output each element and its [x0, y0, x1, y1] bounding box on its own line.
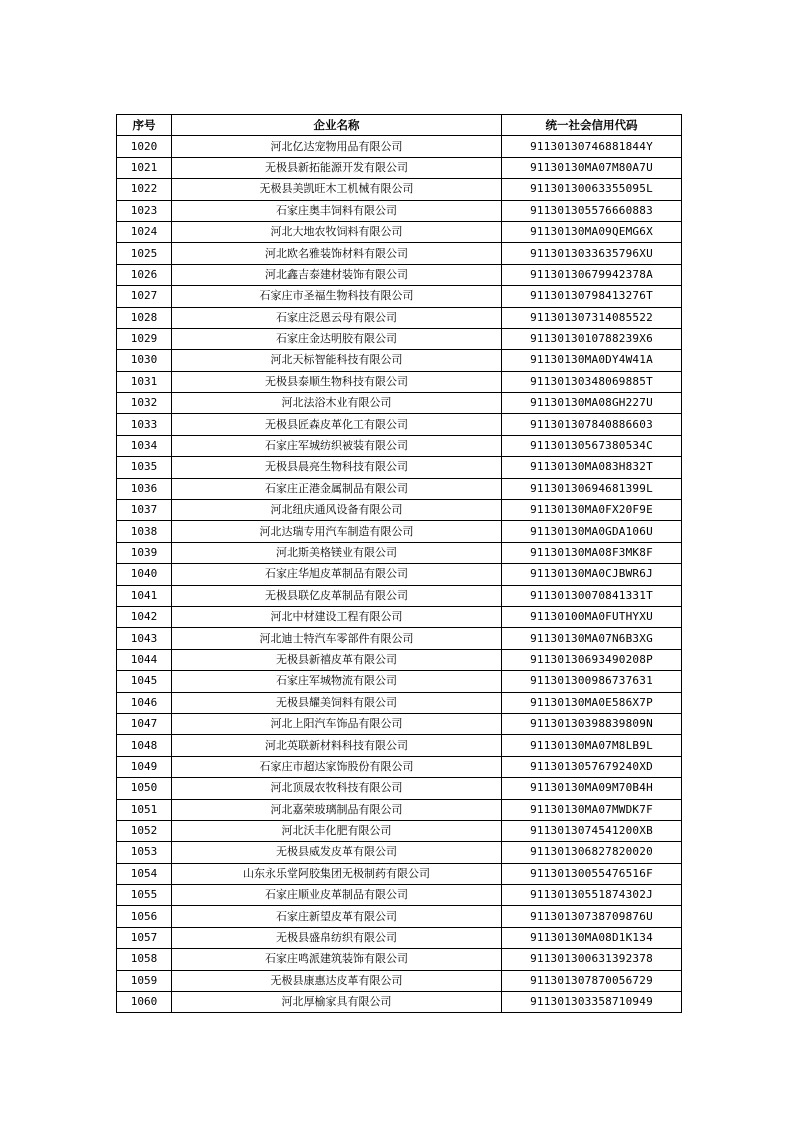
cell-seq: 1050: [117, 778, 172, 799]
table-row: [117, 179, 682, 200]
table-row: [117, 970, 682, 991]
cell-credit-code: 911301306827820020: [502, 842, 682, 863]
cell-enterprise-name: 河北天标智能科技有限公司: [172, 350, 502, 371]
cell-credit-code: 91130130MA0FX20F9E: [502, 500, 682, 521]
cell-seq: 1057: [117, 927, 172, 948]
cell-seq: 1047: [117, 713, 172, 734]
cell-credit-code: 91130130MA08F3MK8F: [502, 542, 682, 563]
cell-seq: 1034: [117, 435, 172, 456]
cell-enterprise-name: 无极县新禧皮革有限公司: [172, 649, 502, 670]
cell-credit-code: 91130130348069885T: [502, 371, 682, 392]
cell-seq: 1024: [117, 221, 172, 242]
table-row: [117, 649, 682, 670]
cell-seq: 1029: [117, 328, 172, 349]
table-row: [117, 671, 682, 692]
cell-credit-code: 91130130567380534C: [502, 435, 682, 456]
cell-enterprise-name: 石家庄市超达家饰股份有限公司: [172, 756, 502, 777]
cell-enterprise-name: 无极县泰顺生物科技有限公司: [172, 371, 502, 392]
cell-seq: 1054: [117, 863, 172, 884]
cell-credit-code: 91130130738709876U: [502, 906, 682, 927]
cell-enterprise-name: 石家庄军城物流有限公司: [172, 671, 502, 692]
cell-credit-code: 911301307314085522: [502, 307, 682, 328]
cell-seq: 1058: [117, 949, 172, 970]
table-row: [117, 136, 682, 157]
cell-enterprise-name: 无极县联亿皮革制品有限公司: [172, 585, 502, 606]
cell-enterprise-name: 无极县威发皮革有限公司: [172, 842, 502, 863]
cell-credit-code: 91130130MA08D1K134: [502, 927, 682, 948]
cell-credit-code: 911301305576660883: [502, 200, 682, 221]
table-row: [117, 393, 682, 414]
enterprise-table: [116, 114, 682, 1013]
cell-seq: 1039: [117, 542, 172, 563]
cell-credit-code: 9113013074541200XB: [502, 820, 682, 841]
cell-seq: 1053: [117, 842, 172, 863]
table-row: [117, 585, 682, 606]
cell-enterprise-name: 山东永乐堂阿胶集团无极制药有限公司: [172, 863, 502, 884]
table-row: [117, 692, 682, 713]
table-row: [117, 478, 682, 499]
table-row: [117, 307, 682, 328]
cell-enterprise-name: 河北鑫吉泰建材装饰有限公司: [172, 264, 502, 285]
cell-enterprise-name: 无极县盛帛纺织有限公司: [172, 927, 502, 948]
table-row: [117, 842, 682, 863]
cell-seq: 1060: [117, 992, 172, 1013]
table-row: [117, 863, 682, 884]
cell-credit-code: 91130130MA09QEMG6X: [502, 221, 682, 242]
cell-seq: 1044: [117, 649, 172, 670]
cell-credit-code: 91130100MA0FUTHYXU: [502, 606, 682, 627]
cell-enterprise-name: 河北中材建设工程有限公司: [172, 606, 502, 627]
cell-seq: 1045: [117, 671, 172, 692]
table-row: [117, 371, 682, 392]
table-body: [117, 136, 682, 1013]
cell-enterprise-name: 无极县晨亮生物科技有限公司: [172, 457, 502, 478]
table-row: [117, 799, 682, 820]
cell-seq: 1021: [117, 157, 172, 178]
cell-seq: 1036: [117, 478, 172, 499]
table-row: [117, 906, 682, 927]
table-row: [117, 500, 682, 521]
cell-enterprise-name: 石家庄泛恩云母有限公司: [172, 307, 502, 328]
cell-credit-code: 91130130MA0CJBWR6J: [502, 564, 682, 585]
cell-credit-code: 9113013010788239X6: [502, 328, 682, 349]
table-row: [117, 992, 682, 1013]
cell-credit-code: 911301300986737631: [502, 671, 682, 692]
cell-enterprise-name: 石家庄金达明胶有限公司: [172, 328, 502, 349]
table-row: [117, 820, 682, 841]
cell-enterprise-name: 河北嘉荣玻璃制品有限公司: [172, 799, 502, 820]
cell-enterprise-name: 河北斯美格镁业有限公司: [172, 542, 502, 563]
cell-credit-code: 91130130693490208P: [502, 649, 682, 670]
cell-seq: 1042: [117, 606, 172, 627]
cell-enterprise-name: 石家庄顺业皮革制品有限公司: [172, 885, 502, 906]
cell-enterprise-name: 河北纽庆通风设备有限公司: [172, 500, 502, 521]
table-row: [117, 778, 682, 799]
table-row: [117, 606, 682, 627]
cell-credit-code: 91130130055476516F: [502, 863, 682, 884]
cell-enterprise-name: 无极县美凯旺木工机械有限公司: [172, 179, 502, 200]
cell-seq: 1022: [117, 179, 172, 200]
table-row: [117, 628, 682, 649]
cell-seq: 1052: [117, 820, 172, 841]
cell-credit-code: 91130130MA09M70B4H: [502, 778, 682, 799]
cell-enterprise-name: 河北大地农牧饲料有限公司: [172, 221, 502, 242]
header-name: 企业名称: [172, 115, 502, 136]
header-row: [117, 115, 682, 136]
cell-seq: 1049: [117, 756, 172, 777]
cell-seq: 1028: [117, 307, 172, 328]
cell-seq: 1055: [117, 885, 172, 906]
cell-enterprise-name: 河北顶晟农牧科技有限公司: [172, 778, 502, 799]
cell-enterprise-name: 石家庄华旭皮革制品有限公司: [172, 564, 502, 585]
cell-seq: 1041: [117, 585, 172, 606]
cell-enterprise-name: 河北上阳汽车饰品有限公司: [172, 713, 502, 734]
cell-enterprise-name: 河北厚榆家具有限公司: [172, 992, 502, 1013]
table-row: [117, 564, 682, 585]
cell-credit-code: 91130130694681399L: [502, 478, 682, 499]
cell-enterprise-name: 河北沃丰化肥有限公司: [172, 820, 502, 841]
table-row: [117, 713, 682, 734]
cell-seq: 1035: [117, 457, 172, 478]
cell-credit-code: 9113013057679240XD: [502, 756, 682, 777]
cell-seq: 1027: [117, 286, 172, 307]
table-row: [117, 927, 682, 948]
cell-credit-code: 91130130MA07N6B3XG: [502, 628, 682, 649]
cell-seq: 1026: [117, 264, 172, 285]
header-seq: 序号: [117, 115, 172, 136]
table-row: [117, 286, 682, 307]
table-row: [117, 264, 682, 285]
table-row: [117, 200, 682, 221]
table-row: [117, 521, 682, 542]
cell-credit-code: 91130130MA083H832T: [502, 457, 682, 478]
cell-enterprise-name: 无极县耀美饲料有限公司: [172, 692, 502, 713]
cell-credit-code: 91130130746881844Y: [502, 136, 682, 157]
cell-credit-code: 91130130MA0GDA106U: [502, 521, 682, 542]
cell-seq: 1020: [117, 136, 172, 157]
cell-seq: 1025: [117, 243, 172, 264]
cell-credit-code: 91130130MA0DY4W41A: [502, 350, 682, 371]
table-row: [117, 949, 682, 970]
cell-credit-code: 91130130551874302J: [502, 885, 682, 906]
cell-seq: 1037: [117, 500, 172, 521]
cell-seq: 1048: [117, 735, 172, 756]
cell-credit-code: 9113013033635796XU: [502, 243, 682, 264]
cell-credit-code: 91130130798413276T: [502, 286, 682, 307]
cell-seq: 1023: [117, 200, 172, 221]
cell-seq: 1038: [117, 521, 172, 542]
cell-credit-code: 911301300631392378: [502, 949, 682, 970]
cell-enterprise-name: 河北亿达宠物用品有限公司: [172, 136, 502, 157]
table-row: [117, 157, 682, 178]
cell-enterprise-name: 无极县新拓能源开发有限公司: [172, 157, 502, 178]
table-row: [117, 221, 682, 242]
cell-credit-code: 91130130MA07M80A7U: [502, 157, 682, 178]
cell-enterprise-name: 石家庄新望皮革有限公司: [172, 906, 502, 927]
cell-seq: 1032: [117, 393, 172, 414]
cell-credit-code: 91130130063355095L: [502, 179, 682, 200]
cell-credit-code: 91130130070841331T: [502, 585, 682, 606]
cell-seq: 1031: [117, 371, 172, 392]
cell-enterprise-name: 石家庄奥丰饲料有限公司: [172, 200, 502, 221]
cell-credit-code: 91130130MA0E586X7P: [502, 692, 682, 713]
table-row: [117, 735, 682, 756]
cell-credit-code: 91130130398839809N: [502, 713, 682, 734]
cell-enterprise-name: 无极县康惠达皮革有限公司: [172, 970, 502, 991]
table-row: [117, 457, 682, 478]
cell-credit-code: 91130130MA07MWDK7F: [502, 799, 682, 820]
cell-enterprise-name: 石家庄市圣福生物科技有限公司: [172, 286, 502, 307]
cell-seq: 1056: [117, 906, 172, 927]
cell-seq: 1030: [117, 350, 172, 371]
cell-credit-code: 911301307870056729: [502, 970, 682, 991]
cell-enterprise-name: 石家庄鸣派建筑装饰有限公司: [172, 949, 502, 970]
table-row: [117, 243, 682, 264]
cell-enterprise-name: 河北英联新材料科技有限公司: [172, 735, 502, 756]
cell-seq: 1033: [117, 414, 172, 435]
cell-enterprise-name: 石家庄正港金属制品有限公司: [172, 478, 502, 499]
cell-seq: 1051: [117, 799, 172, 820]
cell-enterprise-name: 河北法浴木业有限公司: [172, 393, 502, 414]
cell-seq: 1040: [117, 564, 172, 585]
cell-seq: 1046: [117, 692, 172, 713]
table-header: [117, 115, 682, 136]
cell-credit-code: 911301303358710949: [502, 992, 682, 1013]
cell-credit-code: 91130130679942378A: [502, 264, 682, 285]
cell-seq: 1043: [117, 628, 172, 649]
table-row: [117, 414, 682, 435]
cell-credit-code: 91130130MA08GH227U: [502, 393, 682, 414]
cell-seq: 1059: [117, 970, 172, 991]
table-row: [117, 756, 682, 777]
cell-enterprise-name: 河北迪士特汽车零部件有限公司: [172, 628, 502, 649]
table-row: [117, 435, 682, 456]
table-row: [117, 542, 682, 563]
table-row: [117, 328, 682, 349]
table-row: [117, 885, 682, 906]
cell-credit-code: 91130130MA07M8LB9L: [502, 735, 682, 756]
cell-enterprise-name: 河北达瑞专用汽车制造有限公司: [172, 521, 502, 542]
cell-enterprise-name: 无极县匠森皮革化工有限公司: [172, 414, 502, 435]
table-row: [117, 350, 682, 371]
cell-enterprise-name: 河北欧名雅装饰材料有限公司: [172, 243, 502, 264]
cell-enterprise-name: 石家庄军城纺织被装有限公司: [172, 435, 502, 456]
cell-credit-code: 911301307840886603: [502, 414, 682, 435]
header-code: 统一社会信用代码: [502, 115, 682, 136]
